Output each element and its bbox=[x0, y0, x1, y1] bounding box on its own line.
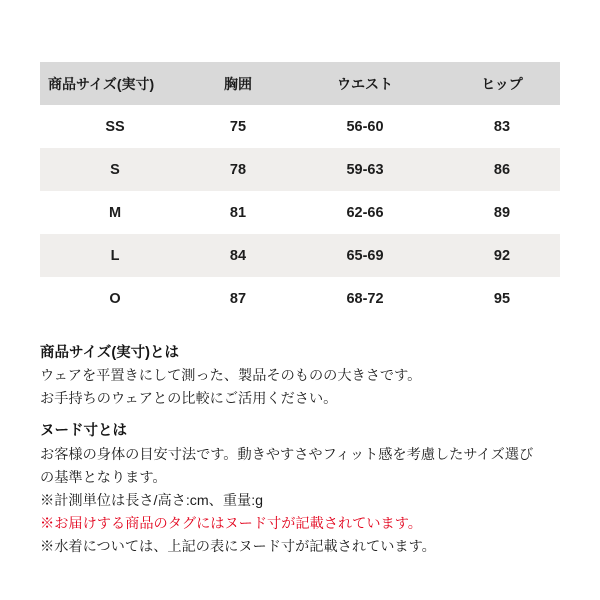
cell-hip: 92 bbox=[444, 234, 560, 277]
cell-waist: 68-72 bbox=[286, 277, 444, 320]
cell-hip: 89 bbox=[444, 191, 560, 234]
cell-size: L bbox=[40, 234, 190, 277]
cell-bust: 78 bbox=[190, 148, 286, 191]
cell-bust: 84 bbox=[190, 234, 286, 277]
cell-size: M bbox=[40, 191, 190, 234]
table-row bbox=[40, 148, 560, 191]
note-block-product-size bbox=[40, 342, 562, 411]
cell-bust: 81 bbox=[190, 191, 286, 234]
table-header-size: 商品サイズ(実寸) bbox=[40, 62, 190, 105]
table-row bbox=[40, 234, 560, 277]
table-header bbox=[40, 62, 560, 105]
note-line-measurement-units: ※計測単位は長さ/高さ:cm、重量:g bbox=[40, 492, 264, 509]
note-line-nude-size-1: お客様の身体の目安寸法です。動きやすさやフィット感を考慮したサイズ選び bbox=[40, 446, 534, 463]
cell-hip: 83 bbox=[444, 105, 560, 148]
note-line-swimwear: ※水着については、上記の表にヌード寸が記載されています。 bbox=[40, 538, 436, 555]
note-line-product-size-2: お手持ちのウェアとの比較にご活用ください。 bbox=[40, 391, 338, 408]
note-block-nude-size bbox=[40, 420, 562, 558]
cell-size: S bbox=[40, 148, 190, 191]
cell-bust: 75 bbox=[190, 105, 286, 148]
cell-size: O bbox=[40, 277, 190, 320]
cell-hip: 95 bbox=[444, 277, 560, 320]
size-table bbox=[40, 62, 560, 320]
table-header-row bbox=[40, 62, 560, 105]
table-header-waist: ウエスト bbox=[286, 62, 444, 105]
cell-waist: 56-60 bbox=[286, 105, 444, 148]
note-heading-nude-size: ヌード寸とは bbox=[40, 423, 127, 440]
cell-size: SS bbox=[40, 105, 190, 148]
cell-bust: 87 bbox=[190, 277, 286, 320]
table-row bbox=[40, 277, 560, 320]
note-heading-product-size: 商品サイズ(実寸)とは bbox=[40, 345, 179, 361]
note-line-tag-warning: ※お届けする商品のタグにはヌード寸が記載されています。 bbox=[40, 515, 422, 532]
notes-section bbox=[40, 342, 562, 559]
cell-waist: 62-66 bbox=[286, 191, 444, 234]
note-line-nude-size-2: の基準となります。 bbox=[40, 469, 167, 486]
table-header-bust: 胸囲 bbox=[190, 62, 286, 105]
table-body bbox=[40, 105, 560, 320]
table-row bbox=[40, 191, 560, 234]
cell-hip: 86 bbox=[444, 148, 560, 191]
cell-waist: 59-63 bbox=[286, 148, 444, 191]
note-line-product-size-1: ウェアを平置きにして測った、製品そのものの大きさです。 bbox=[40, 368, 422, 385]
table-header-hip: ヒップ bbox=[444, 62, 560, 105]
cell-waist: 65-69 bbox=[286, 234, 444, 277]
table-row bbox=[40, 105, 560, 148]
